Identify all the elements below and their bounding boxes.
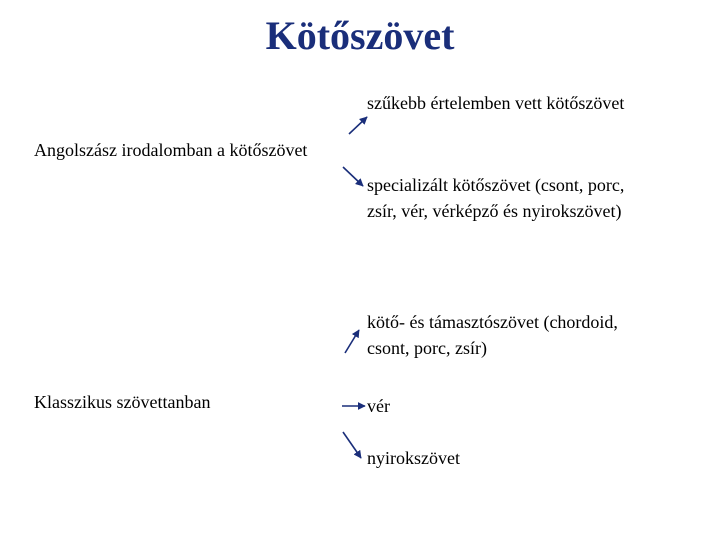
page-title: Kötőszövet: [265, 13, 455, 58]
branch-line: kötő- és támasztószövet (chordoid,: [367, 312, 618, 332]
branch-line: szűkebb értelemben vett kötőszövet: [367, 93, 625, 113]
branch-line: zsír, vér, vérképző és nyirokszövet): [367, 201, 622, 221]
arrow-to-narrow-connective-tissue: [349, 117, 367, 134]
arrow-to-supporting-tissue: [345, 330, 359, 353]
group-label-anglo-saxon: Angolszász irodalomban a kötőszövet: [34, 140, 308, 160]
branch-line: csont, porc, zsír): [367, 338, 487, 358]
branch-line: vér: [367, 396, 390, 416]
branch-line: specializált kötőszövet (csont, porc,: [367, 175, 625, 195]
branch-line: nyirokszövet: [367, 448, 460, 468]
group-label-classical: Klasszikus szövettanban: [34, 392, 211, 412]
arrow-to-specialized-connective-tissue: [343, 167, 363, 186]
arrow-to-lymphoid-tissue: [343, 432, 361, 458]
